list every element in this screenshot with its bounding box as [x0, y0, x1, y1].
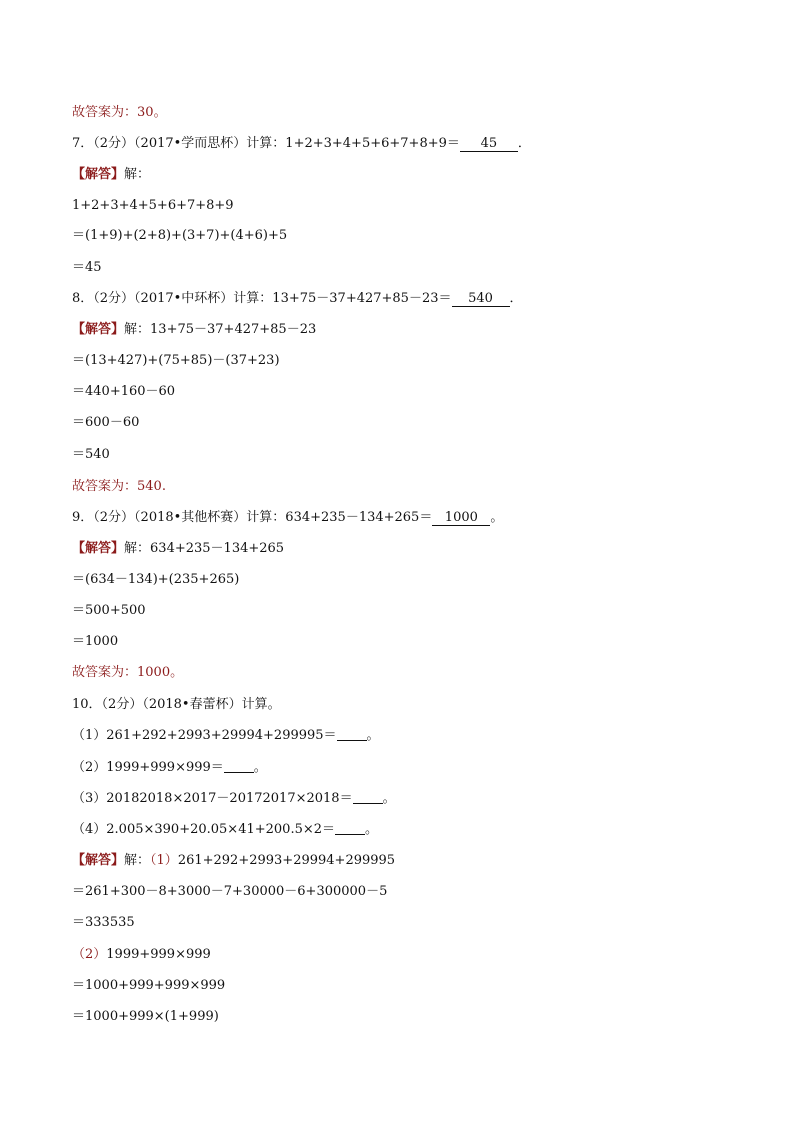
- solution-jie: 解：: [124, 853, 151, 868]
- answer-value: 30: [137, 105, 154, 120]
- solution-step: ＝333535: [72, 915, 135, 930]
- solution-expr: 13+75－37+427+85－23: [150, 322, 317, 337]
- answer-value: 1000: [137, 665, 171, 680]
- question-10-part-4: [72, 821, 378, 839]
- question-9: [72, 509, 503, 527]
- question-10-part-1: [72, 727, 380, 745]
- solution-header-q10: [72, 852, 395, 870]
- answer-line-q6: [72, 104, 167, 122]
- solution-step: ＝45: [72, 260, 102, 275]
- question-end: 。: [490, 510, 504, 525]
- answer-prefix: 故答案为：: [72, 479, 138, 494]
- part-expr: 1999+999×999＝: [106, 760, 224, 775]
- solution-step: ＝1000: [72, 634, 119, 649]
- answer-line-q9: [72, 664, 183, 682]
- part-label: （2）: [72, 947, 107, 962]
- solution-header-q8: [72, 321, 316, 339]
- solution-step: ＝(634－134)+(235+265): [72, 572, 240, 587]
- answer-blank: 1000: [432, 511, 490, 526]
- question-text: 8．（2分）（2017•中环杯）计算：13+75－37+427+85－23＝: [72, 291, 452, 306]
- solution-step: ＝(1+9)+(2+8)+(3+7)+(4+6)+5: [72, 228, 288, 243]
- solution-step: ＝440+160－60: [72, 384, 176, 399]
- part-expr: 20182018×2017－20172017×2018＝: [106, 791, 353, 806]
- answer-line-q8: [72, 478, 166, 496]
- solution-step: ＝540: [72, 447, 110, 462]
- part-expr: 2.005×390+20.05×41+200.5×2＝: [106, 822, 336, 837]
- part-label: （4）: [72, 822, 107, 837]
- solution-part-2: [72, 946, 211, 964]
- part-label: （1）: [150, 853, 178, 868]
- answer-blank: [337, 727, 367, 741]
- answer-blank: [353, 790, 383, 804]
- question-end: ．: [517, 136, 531, 151]
- solution-jie: 解：: [124, 322, 151, 337]
- part-end: 。: [253, 760, 267, 775]
- answer-blank: 540: [452, 292, 510, 307]
- solution-jie: 解：: [124, 541, 151, 556]
- answer-blank: 45: [460, 137, 518, 152]
- solution-step: ＝1000+999+999×999: [72, 978, 226, 993]
- part-label: （3）: [72, 791, 107, 806]
- solution-label: 【解答】: [72, 853, 125, 868]
- part-end: 。: [365, 822, 379, 837]
- solution-expr: 261+292+2993+29994+299995: [177, 853, 396, 868]
- answer-end: .: [161, 479, 166, 494]
- solution-step: ＝(13+427)+(75+85)－(37+23): [72, 353, 280, 368]
- solution-label: 【解答】: [72, 167, 125, 182]
- answer-blank: [224, 759, 254, 773]
- question-7: [72, 135, 531, 153]
- part-expr: 261+292+2993+29994+299995＝: [106, 728, 337, 743]
- question-text: 7．（2分）（2017•学而思杯）计算：1+2+3+4+5+6+7+8+9＝: [72, 136, 460, 151]
- part-label: （1）: [72, 728, 107, 743]
- solution-header-q7: [72, 166, 150, 184]
- solution-step: ＝1000+999×(1+999): [72, 1009, 219, 1024]
- solution-label: 【解答】: [72, 322, 125, 337]
- answer-prefix: 故答案为：: [72, 665, 138, 680]
- part-label: （2）: [72, 760, 107, 775]
- question-10-part-3: [72, 790, 396, 808]
- solution-label: 【解答】: [72, 541, 125, 556]
- part-end: 。: [366, 728, 380, 743]
- question-10-heading: 10．（2分）（2018•春蕾杯）计算。: [72, 697, 281, 712]
- solution-expr: 1999+999×999: [106, 947, 211, 962]
- part-end: 。: [382, 791, 396, 806]
- solution-jie: 解：: [124, 167, 151, 182]
- answer-blank: [335, 821, 365, 835]
- question-10-part-2: [72, 759, 267, 777]
- answer-value: 540: [137, 479, 162, 494]
- question-text: 9．（2分）（2018•其他杯赛）计算：634+235－134+265＝: [72, 510, 433, 525]
- solution-step: 1+2+3+4+5+6+7+8+9: [72, 198, 234, 213]
- solution-step: ＝500+500: [72, 603, 146, 618]
- question-end: ．: [509, 291, 523, 306]
- question-8: [72, 290, 523, 308]
- answer-end: 。: [170, 665, 184, 680]
- solution-expr: 634+235－134+265: [150, 541, 285, 556]
- answer-end: 。: [153, 105, 167, 120]
- answer-prefix: 故答案为：: [72, 105, 138, 120]
- solution-header-q9: [72, 540, 284, 558]
- solution-step: ＝600－60: [72, 415, 140, 430]
- solution-step: ＝261+300－8+3000－7+30000－6+300000－5: [72, 884, 388, 899]
